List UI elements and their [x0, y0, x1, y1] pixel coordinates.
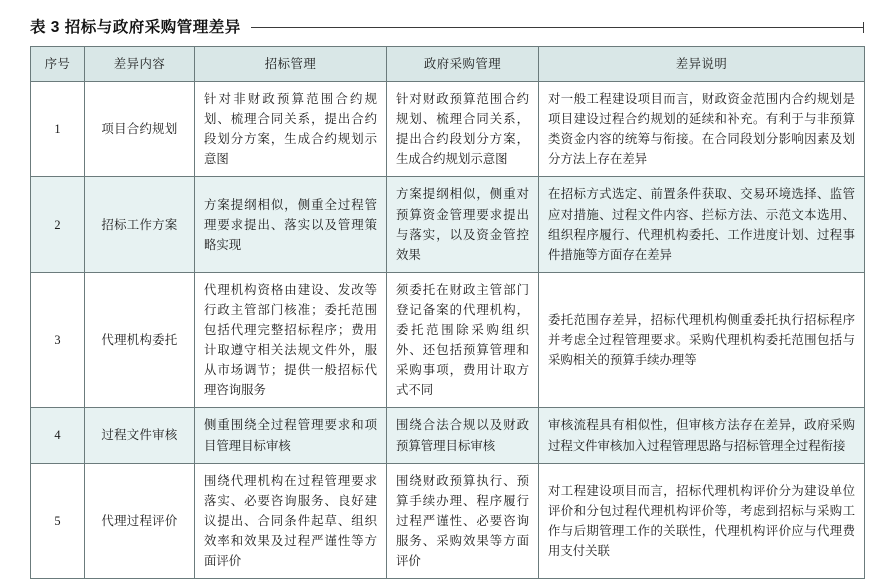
table-row — [31, 82, 865, 177]
cell-topic: 招标工作方案 — [85, 177, 195, 272]
column-header-topic: 差异内容 — [85, 47, 195, 82]
cell-bidding: 侧重围绕全过程管理要求和项目管理目标审核 — [195, 408, 387, 463]
cell-procurement: 围绕财政预算执行、预算手续办理、程序履行过程严谨性、必要咨询服务、采购效果等方面评价 — [387, 463, 539, 578]
cell-procurement: 围绕合法合规以及财政预算管理目标审核 — [387, 408, 539, 463]
comparison-table — [30, 46, 865, 579]
title-end-tick — [863, 22, 864, 33]
cell-note: 对一般工程建设项目而言，财政资金范围内合约规划是项目建设过程合约规划的延续和补充。有利于与非预算类资金内容的统筹与衔接。在合同段划分影响因素及划分方法上存在差异 — [539, 82, 865, 177]
cell-note: 委托范围存差异，招标代理机构侧重委托执行招标程序并考虑全过程管理要求。采购代理机构委托范围包括与采购相关的预算手续办理等 — [539, 272, 865, 408]
cell-no: 2 — [31, 177, 85, 272]
cell-topic: 过程文件审核 — [85, 408, 195, 463]
cell-bidding: 方案提纲相似，侧重全过程管理要求提出、落实以及管理策略实现 — [195, 177, 387, 272]
table-title-row — [0, 0, 892, 34]
cell-procurement: 方案提纲相似，侧重对预算资金管理要求提出与落实，以及资金管控效果 — [387, 177, 539, 272]
column-header-bidding: 招标管理 — [195, 47, 387, 82]
table-container — [0, 34, 892, 579]
title-rule — [251, 27, 864, 28]
page-title: 表 3 招标与政府采购管理差异 — [30, 19, 241, 36]
table-row — [31, 272, 865, 408]
cell-procurement: 须委托在财政主管部门登记备案的代理机构，委托范围除采购组织外、还包括预算管理和采购事项，费用计取方式不同 — [387, 272, 539, 408]
cell-note: 对工程建设项目而言，招标代理机构评价分为建设单位评价和分包过程代理机构评价等，考虑到招标与采购工作与后期管理工作的关联性，代理机构评价应与代理费用支付关联 — [539, 463, 865, 578]
cell-procurement: 针对财政预算范围合约规划、梳理合同关系，提出合约段划分方案，生成合约规划示意图 — [387, 82, 539, 177]
cell-no: 1 — [31, 82, 85, 177]
table-body — [31, 82, 865, 579]
column-header-note: 差异说明 — [539, 47, 865, 82]
table-header-row — [31, 47, 865, 82]
cell-no: 4 — [31, 408, 85, 463]
table-row — [31, 408, 865, 463]
cell-note: 审核流程具有相似性，但审核方法存在差异，政府采购过程文件审核加入过程管理思路与招标管理全过程衔接 — [539, 408, 865, 463]
cell-bidding: 代理机构资格由建设、发改等行政主管部门核准；委托范围包括代理完整招标程序；费用计取遵守相关法规文件外，服从市场调节；提供一般招标代理咨询服务 — [195, 272, 387, 408]
cell-topic: 项目合约规划 — [85, 82, 195, 177]
column-header-procurement: 政府采购管理 — [387, 47, 539, 82]
cell-bidding: 围绕代理机构在过程管理要求落实、必要咨询服务、良好建议提出、合同条件起草、组织效率和效果及过程严谨性等方面评价 — [195, 463, 387, 578]
cell-topic: 代理机构委托 — [85, 272, 195, 408]
table-row — [31, 177, 865, 272]
cell-topic: 代理过程评价 — [85, 463, 195, 578]
cell-no: 3 — [31, 272, 85, 408]
cell-bidding: 针对非财政预算范围合约规划、梳理合同关系，提出合约段划分方案，生成合约规划示意图 — [195, 82, 387, 177]
table-header — [31, 47, 865, 82]
table-row — [31, 463, 865, 578]
cell-note: 在招标方式选定、前置条件获取、交易环境选择、监管应对措施、过程文件内容、拦标方法、示范文本选用、组织程序履行、代理机构委托、工作进度计划、过程事件措施等方面存在差异 — [539, 177, 865, 272]
cell-no: 5 — [31, 463, 85, 578]
column-header-no: 序号 — [31, 47, 85, 82]
